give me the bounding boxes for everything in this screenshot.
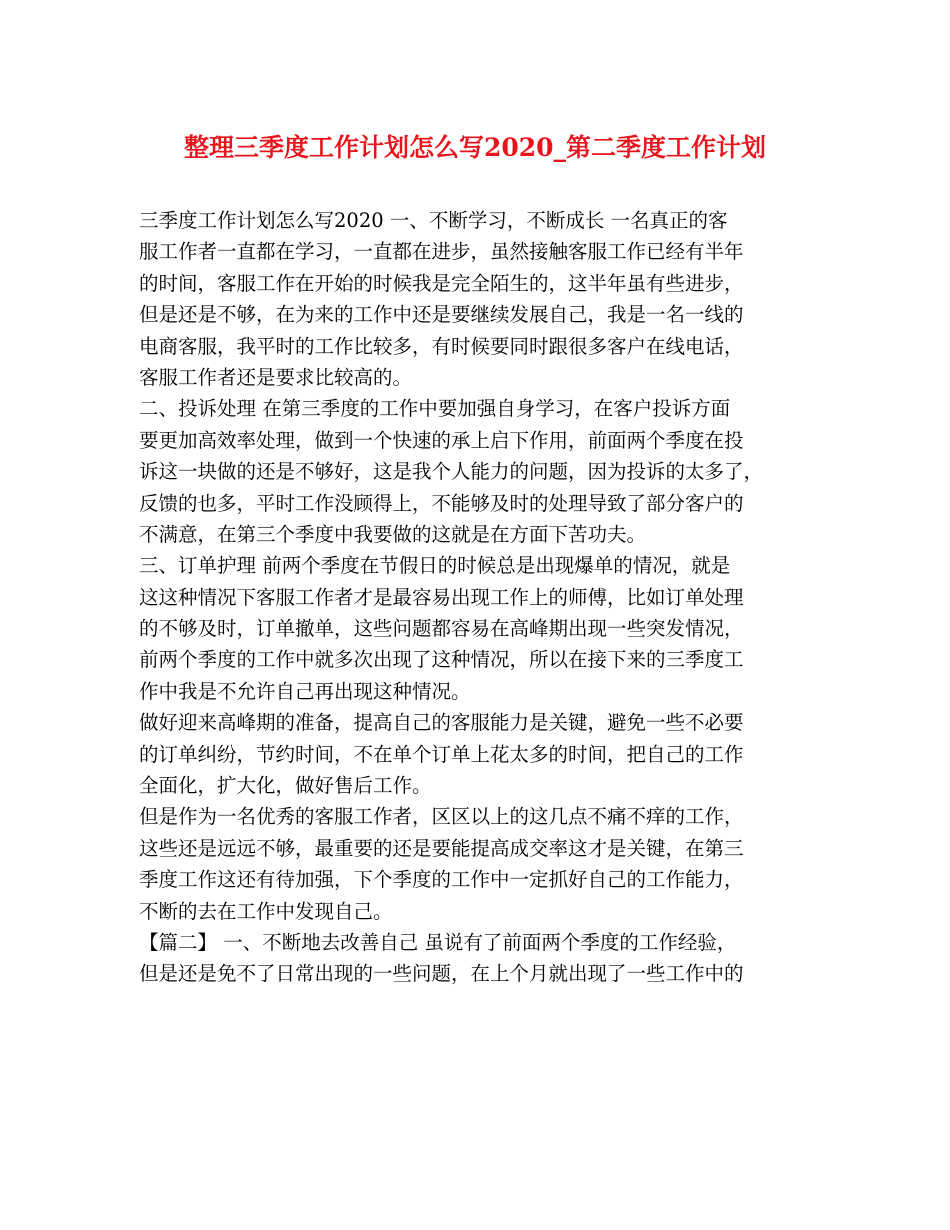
body-line: 做好迎来高峰期的准备，提高自己的客服能力是关键，避免一些不必要 bbox=[139, 711, 744, 735]
body-line: 全面化，扩大化，做好售后工作。 bbox=[139, 774, 432, 798]
body-line: 三季度工作计划怎么写2020 一、不断学习，不断成长 一名真正的客 bbox=[139, 209, 728, 232]
body-line: 三、订单护理 前两个季度在节假日的时候总是出现爆单的情况，就是 bbox=[139, 554, 731, 578]
body-line: 这这种情况下客服工作者才是最容易出现工作上的师傅，比如订单处理 bbox=[139, 585, 744, 609]
document-body bbox=[139, 205, 829, 990]
body-line: 不断的去在工作中发现自己。 bbox=[139, 899, 393, 923]
body-line: 但是还是免不了日常出现的一些问题，在上个月就出现了一些工作中的 bbox=[139, 962, 744, 986]
body-line: 二、投诉处理 在第三季度的工作中要加强自身学习，在客户投诉方面 bbox=[139, 397, 731, 421]
body-line: 的时间，客服工作在开始的时候我是完全陌生的，这半年虽有些进步， bbox=[139, 271, 744, 295]
body-line: 季度工作这还有待加强，下个季度的工作中一定抓好自己的工作能力， bbox=[139, 868, 744, 892]
body-line: 前两个季度的工作中就多次出现了这种情况，所以在接下来的三季度工 bbox=[139, 648, 744, 672]
body-line: 要更加高效率处理，做到一个快速的承上启下作用，前面两个季度在投 bbox=[139, 428, 744, 452]
body-line: 客服工作者还是要求比较高的。 bbox=[139, 365, 413, 389]
body-line: 服工作者一直都在学习，一直都在进步，虽然接触客服工作已经有半年 bbox=[139, 240, 744, 264]
body-line: 作中我是不允许自己再出现这种情况。 bbox=[139, 679, 471, 703]
body-line: 电商客服，我平时的工作比较多，有时候要同时跟很多客户在线电话， bbox=[139, 334, 744, 358]
body-line: 不满意，在第三个季度中我要做的这就是在方面下苦功夫。 bbox=[139, 522, 647, 546]
body-line: 【篇二】 一、不断地去改善自己 虽说有了前面两个季度的工作经验， bbox=[139, 930, 737, 954]
body-line: 诉这一块做的还是不够好，这是我个人能力的问题，因为投诉的太多了， bbox=[139, 460, 764, 484]
body-line: 但是还是不够，在为来的工作中还是要继续发展自己，我是一名一线的 bbox=[139, 303, 744, 327]
body-line: 但是作为一名优秀的客服工作者，区区以上的这几点不痛不痒的工作， bbox=[139, 805, 744, 829]
body-line: 反馈的也多，平时工作没顾得上，不能够及时的处理导致了部分客户的 bbox=[139, 491, 744, 515]
body-line: 的订单纠纷，节约时间，不在单个订单上花太多的时间，把自己的工作 bbox=[139, 742, 744, 766]
body-line: 的不够及时，订单撤单，这些问题都容易在高峰期出现一些突发情况， bbox=[139, 617, 744, 641]
document-title: 整理三季度工作计划怎么写2020_第二季度工作计划 bbox=[183, 133, 767, 162]
body-line: 这些还是远远不够，最重要的还是要能提高成交率这才是关键，在第三 bbox=[139, 836, 744, 860]
